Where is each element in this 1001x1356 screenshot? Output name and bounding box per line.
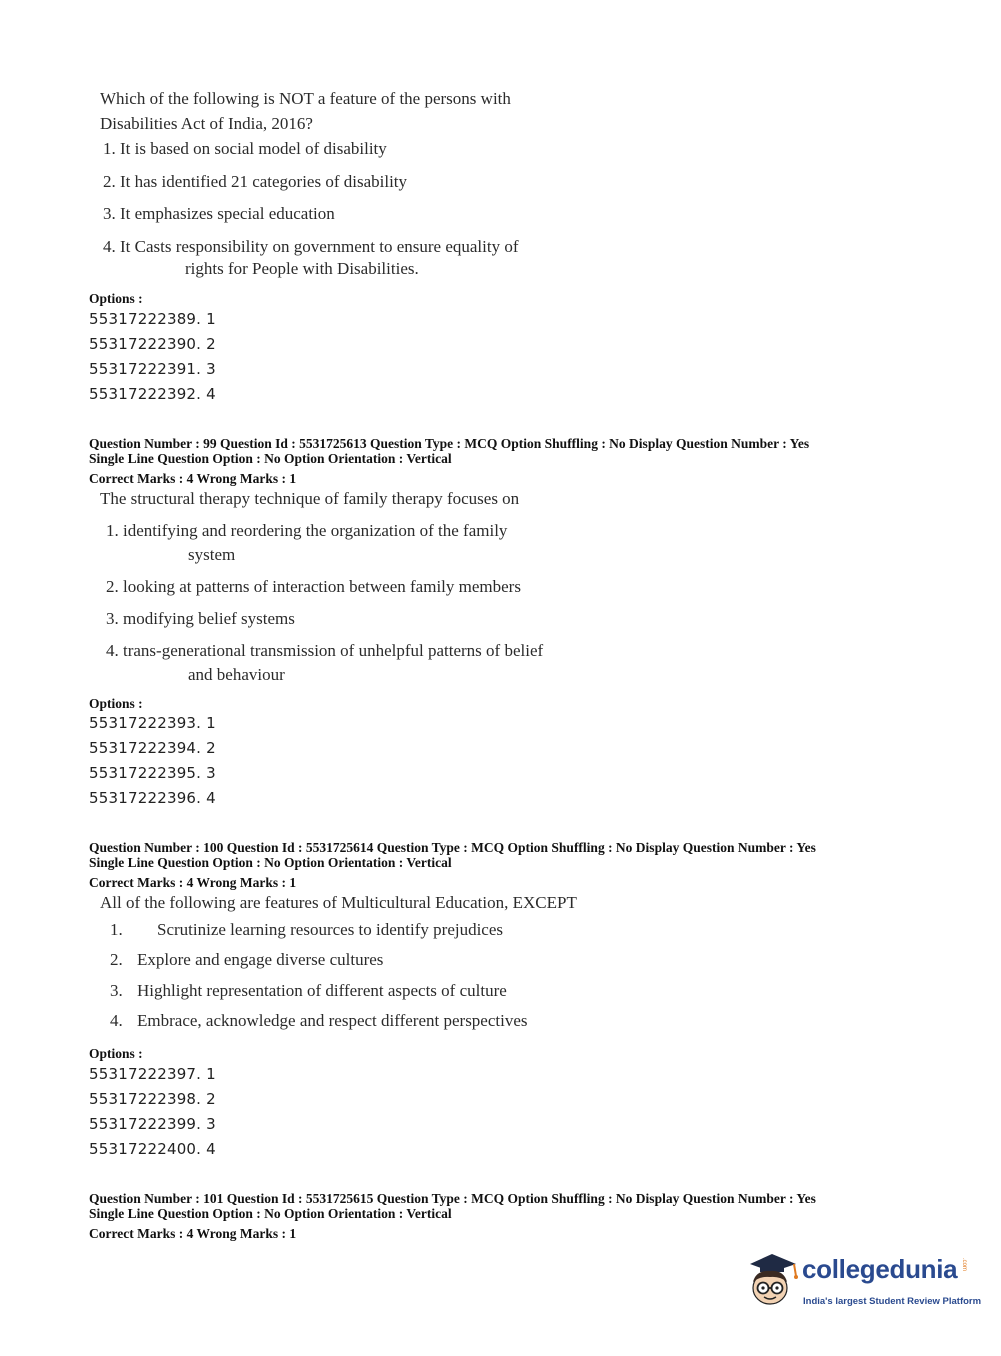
q98-options-label: Options : <box>89 291 143 306</box>
q100-choice-3-text: Highlight representation of different aspects of culture <box>137 981 507 1000</box>
q100-choice-3-num: 3. <box>110 981 123 1000</box>
logo-tagline: India's largest Student Review Platform <box>803 1296 982 1307</box>
q100-option-3: 55317222399. 3 <box>89 1115 216 1133</box>
q101-meta-line1: Question Number : 101 Question Id : 5531725615 Question Type : MCQ Option Shuffling : No Display Question Number : Yes <box>89 1191 816 1206</box>
q99-choice-2: 2. looking at patterns of interaction between family members <box>106 577 521 596</box>
q98-choice-1: 1. It is based on social model of disability <box>103 139 387 158</box>
q100-choice-2-text: Explore and engage diverse cultures <box>137 950 384 969</box>
logo-suffix: .com <box>961 1258 967 1272</box>
q98-choice-4-line1: 4. It Casts responsibility on government to ensure equality of <box>103 237 519 256</box>
q100-option-2: 55317222398. 2 <box>89 1090 216 1108</box>
q100-meta-line1: Question Number : 100 Question Id : 5531725614 Question Type : MCQ Option Shuffling : No Display Question Number : Yes <box>89 840 816 855</box>
mascot-icon <box>742 1250 802 1312</box>
q98-choice-3: 3. It emphasizes special education <box>103 204 335 223</box>
q100-choice-4-num: 4. <box>110 1011 123 1030</box>
q100-option-1: 55317222397. 1 <box>89 1065 216 1083</box>
q101-meta-line2: Single Line Question Option : No Option Orientation : Vertical <box>89 1206 452 1221</box>
q98-option-3: 55317222391. 3 <box>89 360 216 378</box>
q98-choice-2: 2. It has identified 21 categories of disability <box>103 172 408 191</box>
q99-stem: The structural therapy technique of family therapy focuses on <box>100 489 520 508</box>
q100-meta-line2: Single Line Question Option : No Option Orientation : Vertical <box>89 855 452 870</box>
q99-option-3: 55317222395. 3 <box>89 764 216 782</box>
q99-choice-3: 3. modifying belief systems <box>106 609 295 628</box>
q99-marks: Correct Marks : 4 Wrong Marks : 1 <box>89 471 297 486</box>
q99-options-label: Options : <box>89 696 143 711</box>
q100-marks: Correct Marks : 4 Wrong Marks : 1 <box>89 875 297 890</box>
q99-option-2: 55317222394. 2 <box>89 739 216 757</box>
q99-meta-line1: Question Number : 99 Question Id : 5531725613 Question Type : MCQ Option Shuffling : No Display Question Number : Yes <box>89 436 810 451</box>
q100-choice-2-num: 2. <box>110 950 123 969</box>
q101-marks: Correct Marks : 4 Wrong Marks : 1 <box>89 1226 297 1241</box>
q100-choice-4-text: Embrace, acknowledge and respect different perspectives <box>137 1011 528 1030</box>
q98-option-4: 55317222392. 4 <box>89 385 216 403</box>
q100-choice-1-num: 1. <box>110 920 123 939</box>
logo-wordmark: collegedunia <box>802 1254 958 1284</box>
q100-option-4: 55317222400. 4 <box>89 1140 216 1158</box>
q99-choice-4-line2: and behaviour <box>188 665 285 684</box>
q98-option-2: 55317222390. 2 <box>89 335 216 353</box>
collegedunia-logo[interactable] <box>742 1250 982 1314</box>
q99-meta-line2: Single Line Question Option : No Option Orientation : Vertical <box>89 451 452 466</box>
q100-options-label: Options : <box>89 1046 143 1061</box>
q100-stem: All of the following are features of Multicultural Education, EXCEPT <box>100 893 577 912</box>
q99-option-4: 55317222396. 4 <box>89 789 216 807</box>
q98-choice-4-line2: rights for People with Disabilities. <box>185 259 419 278</box>
q99-option-1: 55317222393. 1 <box>89 714 216 732</box>
q98-stem-line1: Which of the following is NOT a feature of the persons with <box>100 89 511 108</box>
q99-choice-4-line1: 4. trans-generational transmission of unhelpful patterns of belief <box>106 641 544 660</box>
q100-choice-1-text: Scrutinize learning resources to identify prejudices <box>157 920 504 939</box>
q99-choice-1-line2: system <box>188 545 236 564</box>
q98-option-1: 55317222389. 1 <box>89 310 216 328</box>
q98-stem-line2: Disabilities Act of India, 2016? <box>100 114 313 133</box>
q99-choice-1-line1: 1. identifying and reordering the organization of the family <box>106 521 508 540</box>
